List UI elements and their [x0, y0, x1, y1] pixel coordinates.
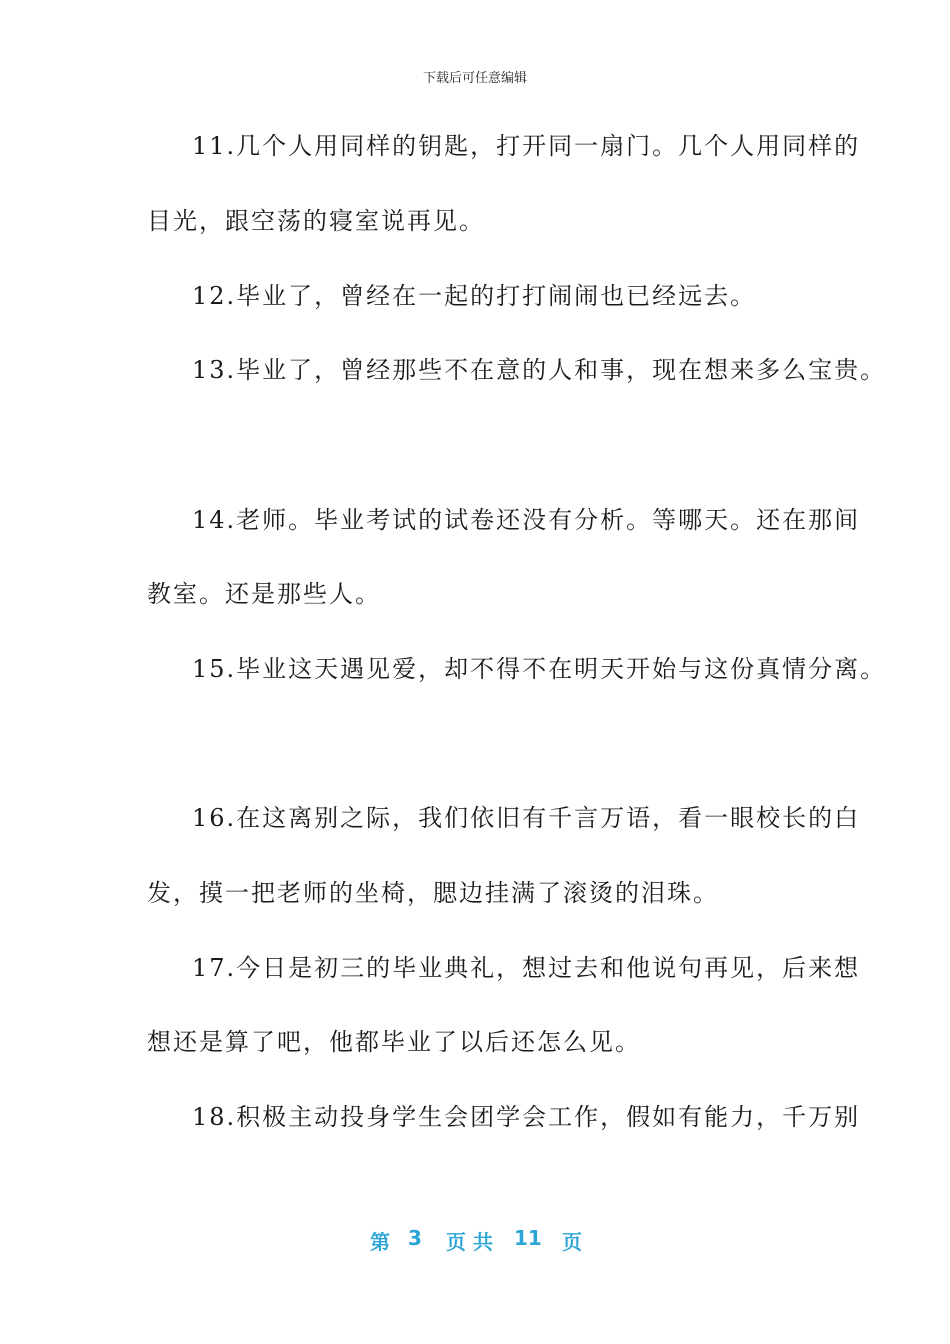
paragraph-18-line-1: 18.积极主动投身学生会团学会工作，假如有能力，千万别	[192, 1103, 861, 1131]
paragraph-16-line-2: 发，摸一把老师的坐椅，腮边挂满了滚烫的泪珠。	[147, 879, 719, 907]
page-suffix: 页	[562, 1230, 582, 1254]
paragraph-14-line-1: 14.老师。毕业考试的试卷还没有分析。等哪天。还在那间	[192, 506, 861, 534]
page-footer	[0, 1226, 950, 1256]
page-prefix: 第	[370, 1230, 390, 1254]
paragraph-15-line-1: 15.毕业这天遇见爱，却不得不在明天开始与这份真情分离。	[192, 655, 887, 683]
paragraph-17-line-1: 17.今日是初三的毕业典礼，想过去和他说句再见，后来想	[192, 954, 861, 982]
current-page-number: 3	[408, 1226, 422, 1250]
page-mid: 页 共	[446, 1230, 493, 1254]
paragraph-14-line-2: 教室。还是那些人。	[147, 580, 381, 608]
paragraph-11-line-2: 目光，跟空荡的寝室说再见。	[147, 207, 485, 235]
paragraph-17-line-2: 想还是算了吧，他都毕业了以后还怎么见。	[147, 1028, 641, 1056]
header-note: 下载后可任意编辑	[422, 71, 527, 86]
total-pages-number: 11	[514, 1226, 542, 1250]
paragraph-16-line-1: 16.在这离别之际，我们依旧有千言万语，看一眼校长的白	[192, 804, 861, 832]
paragraph-11-line-1: 11.几个人用同样的钥匙，打开同一扇门。几个人用同样的	[192, 132, 861, 160]
paragraph-12-line-1: 12.毕业了，曾经在一起的打打闹闹也已经远去。	[192, 282, 757, 310]
paragraph-13-line-1: 13.毕业了，曾经那些不在意的人和事，现在想来多么宝贵。	[192, 356, 887, 384]
